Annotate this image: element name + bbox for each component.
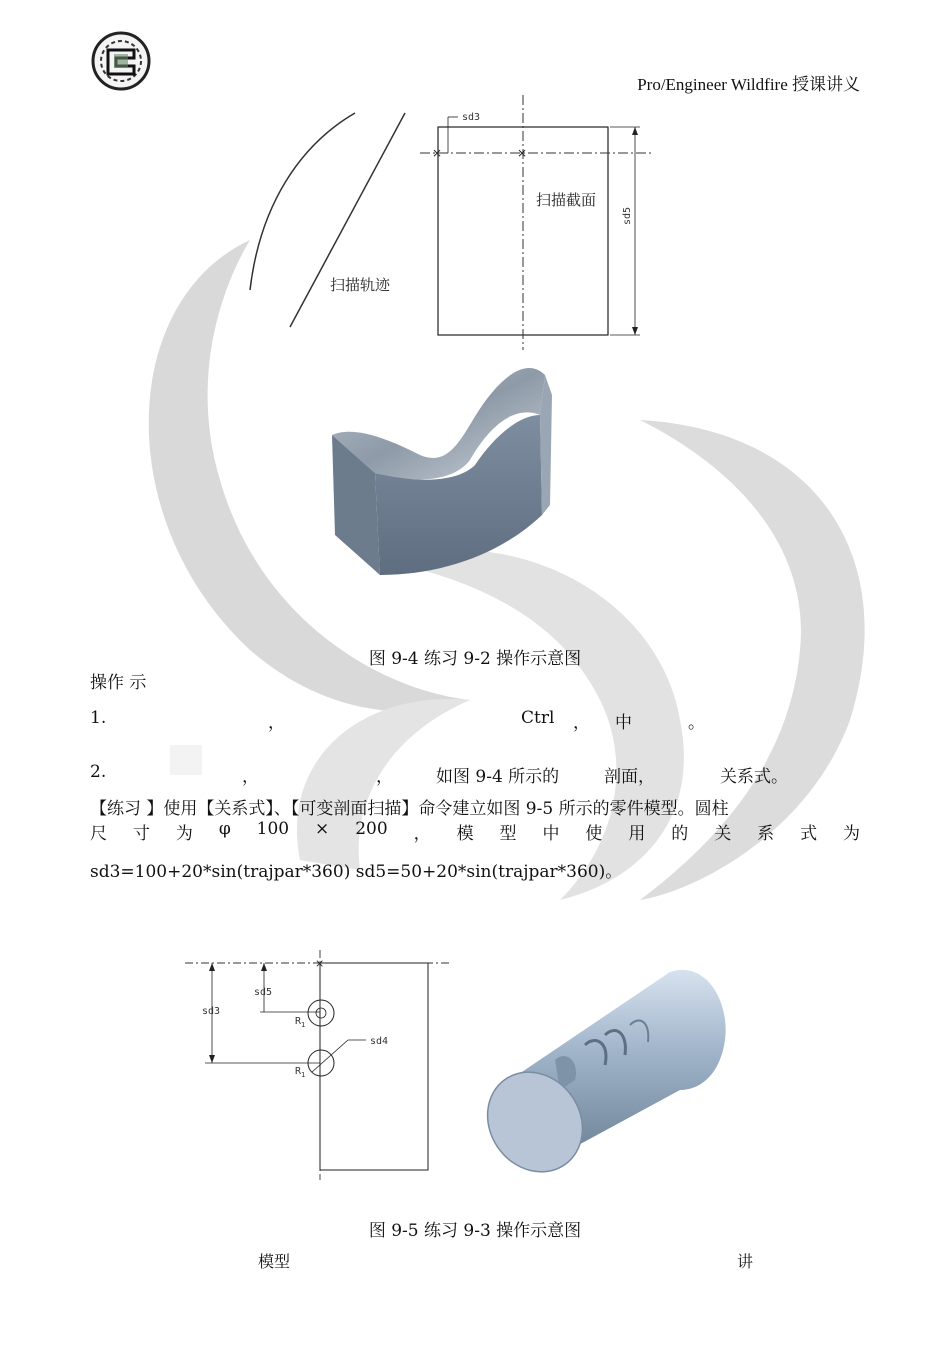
step1-zhong: 中 (615, 713, 632, 733)
exercise-line-1: 【练习 】使用【关系式】、【可变剖面扫描】命令建立如图 9-5 所示的零件模型。圆柱 (90, 799, 729, 819)
origin-mark-center: × (517, 146, 528, 160)
header-title: Pro/Engineer Wildfire 授课讲义 (637, 75, 860, 94)
figure-9-5 (180, 950, 740, 1190)
dim-r1-upper: $R_1$ (295, 1016, 306, 1029)
exercise-token: 的 (671, 824, 689, 844)
exercise-token: 100 (256, 819, 290, 839)
dim-sd3-bottom: sd3 (202, 1006, 221, 1017)
exercise-token: 使 (585, 824, 603, 844)
exercise-token: ， (413, 824, 431, 844)
figure-9-5-caption: 图 9-5 练习 9-3 操作示意图 (368, 1221, 582, 1241)
exercise-token: 为 (843, 824, 860, 844)
exercise-token: 型 (499, 824, 517, 844)
step1-comma: ， (268, 713, 285, 733)
exercise-token: 200 (355, 819, 388, 839)
dim-sd5-right: sd5 (622, 206, 633, 225)
exercise-token: × (315, 819, 330, 839)
step1-end: 。 (688, 713, 705, 733)
step2-comma2: ， (376, 767, 393, 787)
sweep-path-line (290, 113, 405, 327)
dim-sd5-bottom: sd5 (254, 987, 273, 998)
step1-comma2: ， (573, 713, 590, 733)
exercise-line-2 (90, 819, 860, 844)
dim-r1-lower: $R_1$ (295, 1066, 306, 1079)
step2-text2: 剖面， (604, 767, 655, 787)
footer-left-text: 模型 (258, 1252, 291, 1271)
relation-formula: sd3=100+20*sin(trajpar*360) sd5=50+20*sin(trajpar*360)。 (90, 862, 623, 882)
step2-text3: 关系式。 (720, 767, 788, 787)
saddle-3d-model (332, 368, 552, 575)
dim-sd4: sd4 (370, 1036, 389, 1047)
school-logo (90, 30, 152, 92)
exercise-token: 中 (542, 824, 560, 844)
step1-ctrl: Ctrl (521, 708, 555, 728)
exercise-token: 系 (757, 824, 775, 844)
exercise-token: 为 (175, 824, 193, 844)
section-title: 操作 示 (90, 673, 147, 693)
step2-text1: 如图 9-4 所示的 (436, 767, 560, 787)
sweep-section-label: 扫描截面 (536, 191, 597, 209)
svg-text:×: × (315, 957, 325, 970)
step2-number: 2. (90, 762, 107, 782)
figure-9-4-caption: 图 9-4 练习 9-2 操作示意图 (368, 649, 582, 669)
exercise-token: 模 (456, 824, 474, 844)
step2-comma1: ， (242, 767, 259, 787)
exercise-token: 式 (800, 824, 818, 844)
exercise-token: 用 (628, 824, 646, 844)
origin-mark-left: × (432, 146, 443, 160)
exercise-token: φ (218, 819, 231, 839)
dim-sd3-top: sd3 (462, 112, 481, 123)
footer-right-text: 讲 (737, 1252, 754, 1271)
exercise-token: 尺 (90, 824, 107, 844)
sweep-path-curve (250, 113, 355, 290)
exercise-token: 关 (714, 824, 732, 844)
step1-number: 1. (90, 708, 107, 728)
step2-blank-box (170, 745, 202, 775)
figure-9-4 (240, 95, 660, 585)
exercise-token: 寸 (132, 824, 150, 844)
sweep-path-label: 扫描轨迹 (330, 276, 391, 294)
grooved-cylinder-3d (468, 970, 725, 1190)
